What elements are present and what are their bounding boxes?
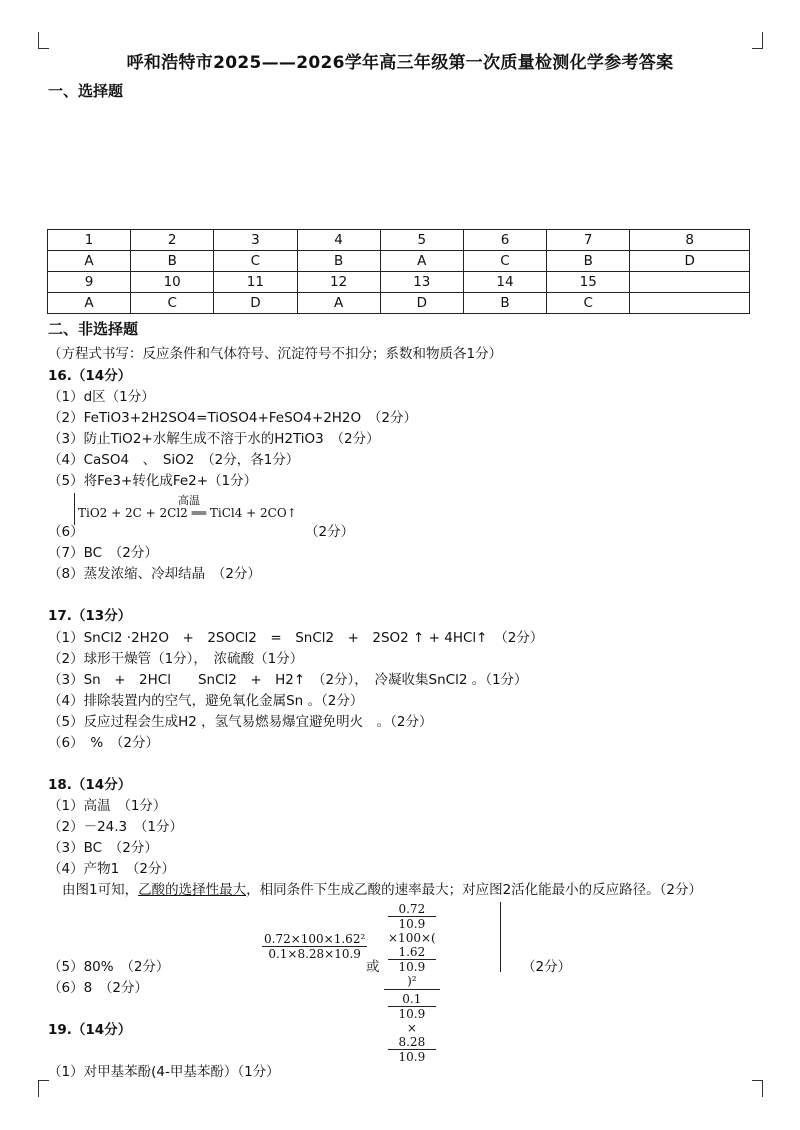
table-row [48,230,750,251]
table-cell: A [48,251,131,272]
table-cell: 6 [463,230,546,251]
q17-answer-1: （1）SnCl2 ·2H2O + 2SOCl2 = SnCl2 + 2SO2 ↑ + 4HCl↑ （2分） [48,630,544,646]
table-cell: A [380,251,463,272]
table-cell: 4 [297,230,380,251]
q18-answer-2: （2）－24.3 （1分） [48,819,183,835]
table-cell: C [463,251,546,272]
or-label: 或 [366,959,380,975]
table-cell: C [214,251,297,272]
table-cell: C [547,293,630,314]
table-cell: 15 [547,272,630,293]
table-cell: 7 [547,230,630,251]
q16-answer-3: （3）防止TiO2+水解生成不溶于水的H2TiO3 （2分） [48,431,380,447]
equation-bracket [74,493,75,525]
formula-divider [500,902,501,972]
reaction-condition: 高温 [178,494,200,507]
table-cell: B [297,251,380,272]
table-cell: 12 [297,272,380,293]
q17-answer-2: （2）球形干燥管（1分）， 浓硫酸（1分） [48,651,304,667]
q19-answer-1: （1）对甲基苯酚(4-甲基苯酚）（1分） [48,1064,280,1080]
section-nonchoice-heading: 二、非选择题 [48,320,139,338]
kp-expression-2: 0.72 10.9 ×100×( 1.62 10.9 )² 0.1 10.9 × 8.28 10.9 [384,902,440,1064]
table-cell: B [463,293,546,314]
table-cell: A [48,293,131,314]
kp-expression-1: $\frac{\text{0.72×100×1.62²}}{0.1\times 8.28\times 10.9}$ [264,932,366,961]
q16-answer-5: （5）将Fe3+转化成Fe2+（1分） [48,473,258,489]
table-cell: B [547,251,630,272]
table-cell: 3 [214,230,297,251]
q18-answer-6: （6）8 （2分） [48,980,149,996]
table-row [48,272,750,293]
q18-answer-5: （5）80% （2分） [48,959,170,975]
q18-header: 18.（14分） [48,777,132,793]
table-cell: 9 [48,272,131,293]
q16-answer-7: （7）BC （2分） [48,545,158,561]
q18-answer-4: （4）产物1 （2分） [48,861,176,877]
table-cell: C [131,293,214,314]
q16-header: 16.（14分） [48,368,132,384]
q17-answer-5: （5）反应过程会生成H2 ，氢气易燃易爆宜避免明火 。（2分） [48,714,433,730]
q16-answer-2: （2）FeTiO3+2H2SO4=TiOSO4+FeSO4+2H2O （2分） [48,410,417,426]
table-row [48,251,750,272]
crop-mark-top-right [752,32,763,49]
crop-mark-bottom-left [38,1080,49,1097]
q16-equation: TiO2 + 2C + 2Cl2 ══ TiCl4 + 2CO↑ [78,506,297,520]
q16-answer-4: （4）CaSO4 、 SiO2 （2分，各1分） [48,452,300,468]
table-row [48,293,750,314]
table-cell: 11 [214,272,297,293]
table-cell: 8 [630,230,750,251]
q16-answer-1: （1）d区（1分） [48,389,155,405]
table-cell: 2 [131,230,214,251]
q17-answer-4: （4）排除装置内的空气，避免氧化金属Sn 。（2分） [48,693,364,709]
table-cell: 1 [48,230,131,251]
q18-answer-3: （3）BC （2分） [48,840,158,856]
q17-header: 17.（13分） [48,608,132,624]
table-cell: D [630,251,750,272]
q19-header: 19.（14分） [48,1022,132,1038]
q17-answer-3: （3）Sn + 2HCl SnCl2 + H2↑ （2分）， 冷凝收集SnCl2 。（1分） [48,672,528,688]
crop-mark-bottom-right [752,1080,763,1097]
q18-answer-1: （1）高温 （1分） [48,798,167,814]
table-cell: 13 [380,272,463,293]
q16-answer-6-score: （2分） [305,524,355,540]
answer-table [47,229,750,314]
table-cell: 10 [131,272,214,293]
page-title: 呼和浩特市2025——2026学年高三年级第一次质量检测化学参考答案 [126,53,674,73]
table-cell: B [131,251,214,272]
table-cell: 14 [463,272,546,293]
table-cell [630,272,750,293]
q16-answer-8: （8）蒸发浓缩、冷却结晶 （2分） [48,566,261,582]
table-cell [630,293,750,314]
q18-answer-4-reason: 由图1可知，乙酸的选择性最大，相同条件下生成乙酸的速率最大；对应图2活化能最小的反应路径。（2分） [62,882,703,898]
table-cell: D [214,293,297,314]
section-choice-heading: 一、选择题 [48,82,124,100]
crop-mark-top-left [38,32,49,49]
q16-answer-6-label: （6） [48,524,84,540]
scoring-note: （方程式书写：反应条件和气体符号、沉淀符号不扣分；系数和物质各1分） [48,346,503,362]
q18-answer-5-score: （2分） [522,959,572,975]
table-cell: 5 [380,230,463,251]
table-cell: A [297,293,380,314]
table-cell: D [380,293,463,314]
q17-answer-6: （6） % （2分） [48,735,160,751]
